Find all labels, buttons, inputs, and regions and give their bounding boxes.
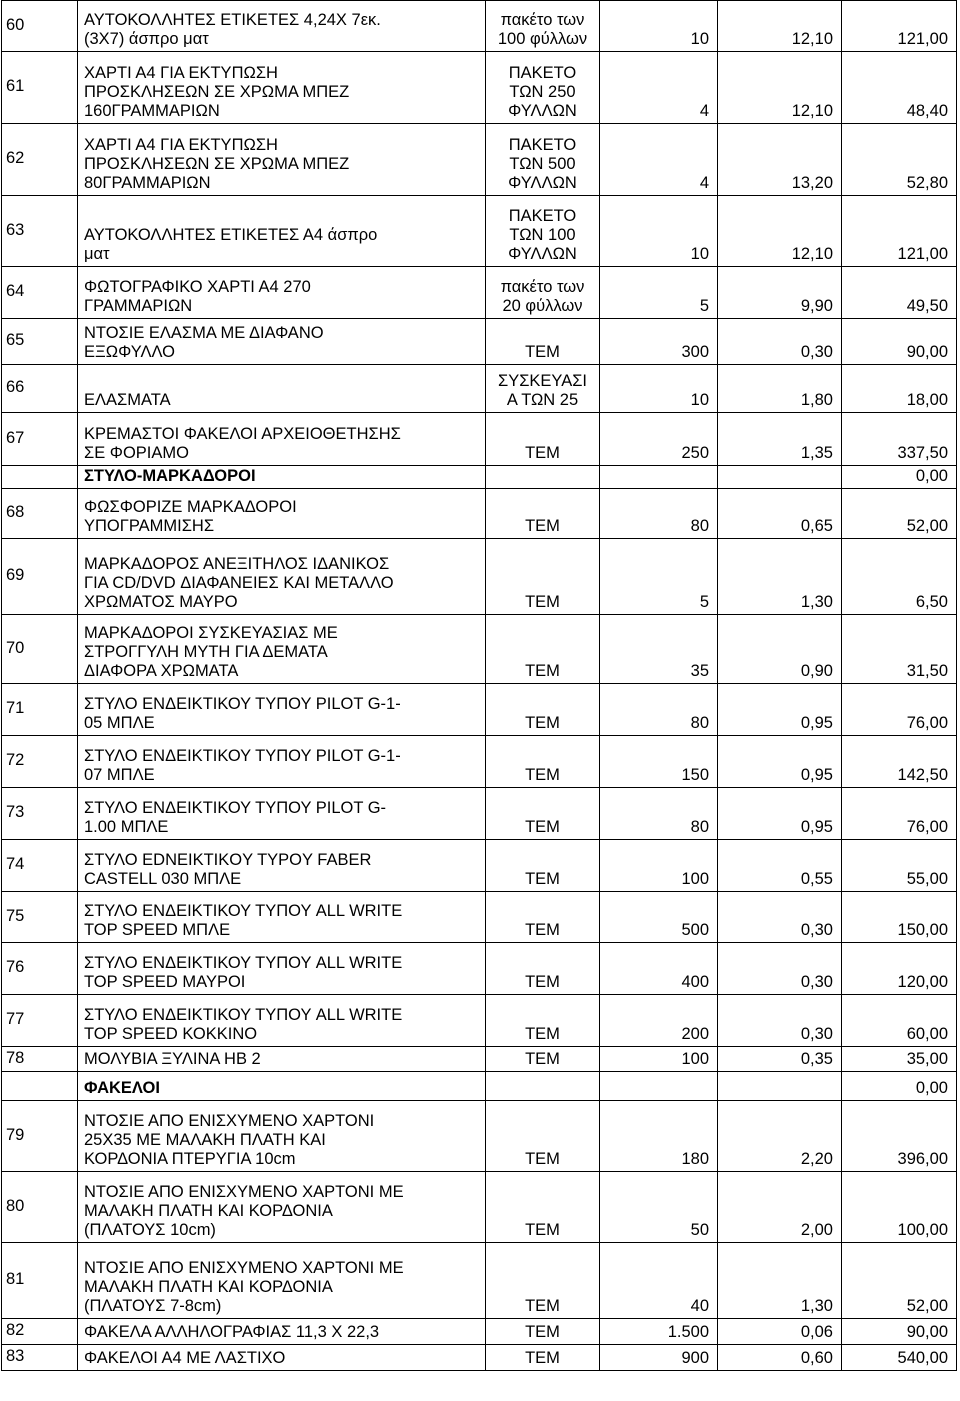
quantity-cell: 4 [600,124,718,196]
item-number-cell: 68 [2,489,78,539]
item-number-cell: 75 [2,892,78,943]
total-cell: 0,00 [842,1072,957,1101]
total-cell: 31,50 [842,615,957,684]
item-description-cell: ΦΑΚΕΛΟΙ Α4 ΜΕ ΛΑΣΤΙΧΟ [78,1345,486,1371]
unit-cell: ΤΕΜ [486,1047,600,1072]
quantity-cell: 200 [600,995,718,1047]
item-description-cell: ΣΤΥΛΟ ΕΝΔΕΙΚΤΙΚΟΥ ΤΥΠΟΥ ALL WRITE TOP SPEED ΜΠΛΕ [78,892,486,943]
section-header-row [2,1072,957,1101]
unit-cell: ΤΕΜ [486,1319,600,1345]
item-number-cell: 83 [2,1345,78,1371]
total-cell: 90,00 [842,319,957,365]
table-row [2,1172,957,1243]
item-description-cell: ΦΑΚΕΛΟΙ [78,1072,486,1101]
unit-price-cell: 0,55 [718,840,842,892]
item-description-cell: ΜΑΡΚΑΔΟΡΟΣ ΑΝΕΞΙΤΗΛΟΣ ΙΔΑΝΙΚΟΣ ΓΙΑ CD/DVD ΔΙΑΦΑΝΕΙΕΣ ΚΑΙ ΜΕΤΑΛΛΟ ΧΡΩΜΑΤΟΣ ΜΑΥΡΟ [78,539,486,615]
quantity-cell: 250 [600,413,718,466]
unit-cell: ΤΕΜ [486,892,600,943]
quantity-cell: 150 [600,736,718,788]
total-cell: 52,00 [842,489,957,539]
item-number-cell: 63 [2,196,78,267]
total-cell: 52,00 [842,1243,957,1319]
total-cell: 337,50 [842,413,957,466]
unit-cell [486,1072,600,1101]
item-description-cell: ΜΑΡΚΑΔΟΡΟΙ ΣΥΣΚΕΥΑΣΙΑΣ ΜΕ ΣΤΡΟΓΓΥΛΗ ΜΥΤΗ ΓΙΑ ΔΕΜΑΤΑ ΔΙΑΦΟΡΑ ΧΡΩΜΑΤΑ [78,615,486,684]
unit-price-cell: 0,30 [718,943,842,995]
unit-cell: ΤΕΜ [486,684,600,736]
unit-cell [486,466,600,489]
section-header-row [2,466,957,489]
item-number-cell: 80 [2,1172,78,1243]
unit-cell: ΤΕΜ [486,943,600,995]
table-row [2,365,957,413]
item-description-cell: ΚΡΕΜΑΣΤΟΙ ΦΑΚΕΛΟΙ ΑΡΧΕΙΟΘΕΤΗΣΗΣ ΣΕ ΦΟΡΙΑΜΟ [78,413,486,466]
table-row [2,788,957,840]
unit-cell: ΤΕΜ [486,995,600,1047]
table-row [2,1243,957,1319]
unit-price-cell: 0,60 [718,1345,842,1371]
item-number-cell: 71 [2,684,78,736]
item-description-cell: ΝΤΟΣΙΕ ΑΠΟ ΕΝΙΣΧΥΜΕΝΟ ΧΑΡΤΟΝΙ ΜΕ ΜΑΛΑΚΗ ΠΛΑΤΗ ΚΑΙ ΚΟΡΔΟΝΙΑ (ΠΛΑΤΟΥΣ 7-8cm) [78,1243,486,1319]
item-number-cell: 60 [2,1,78,52]
quantity-cell: 10 [600,196,718,267]
item-number-cell: 67 [2,413,78,466]
table-row [2,615,957,684]
item-description-cell: ΣΤΥΛΟ EDNEIKTIKOY TYPOY FABER CASTELL 030 ΜΠΛΕ [78,840,486,892]
item-description-cell: ΣΤΥΛΟ ΕΝΔΕΙΚΤΙΚΟΥ ΤΥΠΟΥ ALL WRITE TOP SPEED ΜΑΥΡΟΙ [78,943,486,995]
quantity-cell: 80 [600,788,718,840]
quantity-cell: 40 [600,1243,718,1319]
item-description-cell: ΣΤΥΛΟ-ΜΑΡΚΑΔΟΡΟΙ [78,466,486,489]
item-description-cell: ΑΥΤΟΚΟΛΛΗΤΕΣ ΕΤΙΚΕΤΕΣ 4,24Χ 7εκ. (3Χ7) άσπρο ματ [78,1,486,52]
price-table-body [2,1,957,1371]
quantity-cell: 100 [600,840,718,892]
item-number-cell [2,1072,78,1101]
unit-cell: ΠΑΚΕΤΟ ΤΩΝ 500 ΦΥΛΛΩΝ [486,124,600,196]
item-number-cell [2,466,78,489]
table-row [2,892,957,943]
unit-price-cell: 12,10 [718,1,842,52]
table-row [2,1101,957,1172]
total-cell: 55,00 [842,840,957,892]
unit-price-cell: 0,90 [718,615,842,684]
total-cell: 121,00 [842,196,957,267]
item-description-cell: ΑΥΤΟΚΟΛΛΗΤΕΣ ΕΤΙΚΕΤΕΣ Α4 άσπρο ματ [78,196,486,267]
unit-price-cell: 0,06 [718,1319,842,1345]
item-description-cell: ΣΤΥΛΟ ΕΝΔΕΙΚΤΙΚΟΥ ΤΥΠΟΥ PILOT G-1- 05 ΜΠΛΕ [78,684,486,736]
item-description-cell: ΣΤΥΛΟ ΕΝΔΕΙΚΤΙΚΟΥ ΤΥΠΟΥ PILOT G-1- 07 ΜΠΛΕ [78,736,486,788]
total-cell: 76,00 [842,788,957,840]
unit-price-cell: 0,30 [718,995,842,1047]
unit-price-cell: 0,95 [718,736,842,788]
item-number-cell: 76 [2,943,78,995]
quantity-cell: 180 [600,1101,718,1172]
unit-price-cell: 12,10 [718,196,842,267]
unit-cell: ΤΕΜ [486,840,600,892]
item-description-cell: ΜΟΛΥΒΙΑ ΞΥΛΙΝΑ ΗΒ 2 [78,1047,486,1072]
quantity-cell: 5 [600,267,718,319]
quantity-cell: 50 [600,1172,718,1243]
item-description-cell: ΦΩΣΦΟΡΙΖΕ ΜΑΡΚΑΔΟΡΟΙ ΥΠΟΓΡΑΜΜΙΣΗΣ [78,489,486,539]
item-number-cell: 72 [2,736,78,788]
unit-price-cell: 0,30 [718,892,842,943]
unit-price-cell: 13,20 [718,124,842,196]
unit-price-cell: 0,30 [718,319,842,365]
item-number-cell: 70 [2,615,78,684]
table-row [2,267,957,319]
quantity-cell: 100 [600,1047,718,1072]
unit-price-cell: 1,80 [718,365,842,413]
unit-cell: ΤΕΜ [486,788,600,840]
total-cell: 76,00 [842,684,957,736]
table-row [2,539,957,615]
quantity-cell: 500 [600,892,718,943]
unit-cell: ΠΑΚΕΤΟ ΤΩΝ 250 ΦΥΛΛΩΝ [486,52,600,124]
unit-price-cell: 12,10 [718,52,842,124]
unit-price-cell: 0,95 [718,684,842,736]
unit-cell: πακέτο των 100 φύλλων [486,1,600,52]
unit-cell: ΤΕΜ [486,1345,600,1371]
unit-price-cell [718,1072,842,1101]
table-row [2,1345,957,1371]
table-row [2,489,957,539]
quantity-cell: 300 [600,319,718,365]
total-cell: 60,00 [842,995,957,1047]
total-cell: 52,80 [842,124,957,196]
item-number-cell: 78 [2,1047,78,1072]
unit-price-cell: 2,00 [718,1172,842,1243]
total-cell: 6,50 [842,539,957,615]
unit-price-cell: 0,35 [718,1047,842,1072]
item-description-cell: ΝΤΟΣΙΕ ΑΠΟ ΕΝΙΣΧΥΜΕΝΟ ΧΑΡΤΟΝΙ 25Χ35 ΜΕ ΜΑΛΑΚΗ ΠΛΑΤΗ ΚΑΙ ΚΟΡΔΟΝΙΑ ΠΤΕΡΥΓΙΑ 10cm [78,1101,486,1172]
unit-cell: ΤΕΜ [486,1172,600,1243]
item-description-cell: ΕΛΑΣΜΑΤΑ [78,365,486,413]
item-description-cell: ΦΑΚΕΛΑ ΑΛΛΗΛΟΓΡΑΦΙΑΣ 11,3 Χ 22,3 [78,1319,486,1345]
total-cell: 90,00 [842,1319,957,1345]
quantity-cell [600,1072,718,1101]
item-description-cell: ΝΤΟΣΙΕ ΑΠΟ ΕΝΙΣΧΥΜΕΝΟ ΧΑΡΤΟΝΙ ΜΕ ΜΑΛΑΚΗ ΠΛΑΤΗ ΚΑΙ ΚΟΡΔΟΝΙΑ (ΠΛΑΤΟΥΣ 10cm) [78,1172,486,1243]
unit-cell: ΤΕΜ [486,736,600,788]
unit-price-cell: 1,35 [718,413,842,466]
total-cell: 35,00 [842,1047,957,1072]
quantity-cell: 4 [600,52,718,124]
table-row [2,943,957,995]
unit-price-cell: 9,90 [718,267,842,319]
item-number-cell: 79 [2,1101,78,1172]
item-number-cell: 62 [2,124,78,196]
table-row [2,840,957,892]
item-number-cell: 81 [2,1243,78,1319]
table-row [2,319,957,365]
item-number-cell: 77 [2,995,78,1047]
unit-cell: ΤΕΜ [486,489,600,539]
total-cell: 48,40 [842,52,957,124]
item-number-cell: 66 [2,365,78,413]
item-description-cell: ΧΑΡΤΙ Α4 ΓΙΑ ΕΚΤΥΠΩΣΗ ΠΡΟΣΚΛΗΣΕΩΝ ΣΕ ΧΡΩΜΑ ΜΠΕΖ 160ΓΡΑΜΜΑΡΙΩΝ [78,52,486,124]
unit-cell: ΤΕΜ [486,1101,600,1172]
table-row [2,736,957,788]
total-cell: 396,00 [842,1101,957,1172]
unit-cell: ΠΑΚΕΤΟ ΤΩΝ 100 ΦΥΛΛΩΝ [486,196,600,267]
quantity-cell: 80 [600,489,718,539]
unit-cell: ΣΥΣΚΕΥΑΣΙ Α ΤΩΝ 25 [486,365,600,413]
table-row [2,995,957,1047]
table-row [2,684,957,736]
item-number-cell: 61 [2,52,78,124]
unit-price-cell: 0,95 [718,788,842,840]
unit-price-cell: 2,20 [718,1101,842,1172]
table-row [2,1047,957,1072]
quantity-cell: 10 [600,365,718,413]
unit-cell: ΤΕΜ [486,1243,600,1319]
total-cell: 150,00 [842,892,957,943]
quantity-cell: 35 [600,615,718,684]
table-row [2,124,957,196]
unit-cell: ΤΕΜ [486,413,600,466]
total-cell: 142,50 [842,736,957,788]
total-cell: 0,00 [842,466,957,489]
total-cell: 121,00 [842,1,957,52]
quantity-cell: 1.500 [600,1319,718,1345]
item-number-cell: 73 [2,788,78,840]
unit-cell: ΤΕΜ [486,615,600,684]
quantity-cell [600,466,718,489]
total-cell: 49,50 [842,267,957,319]
unit-cell: ΤΕΜ [486,539,600,615]
total-cell: 120,00 [842,943,957,995]
item-description-cell: ΣΤΥΛΟ ΕΝΔΕΙΚΤΙΚΟΥ ΤΥΠΟΥ ALL WRITE TOP SPEED ΚΟΚΚΙΝΟ [78,995,486,1047]
quantity-cell: 80 [600,684,718,736]
table-row [2,52,957,124]
item-description-cell: ΝΤΟΣΙΕ ΕΛΑΣΜΑ ΜΕ ΔΙΑΦΑΝΟ ΕΞΩΦΥΛΛΟ [78,319,486,365]
item-number-cell: 69 [2,539,78,615]
total-cell: 18,00 [842,365,957,413]
unit-price-cell: 1,30 [718,539,842,615]
table-row [2,1319,957,1345]
quantity-cell: 10 [600,1,718,52]
item-number-cell: 82 [2,1319,78,1345]
item-description-cell: ΦΩΤΟΓΡΑΦΙΚΟ ΧΑΡΤΙ Α4 270 ΓΡΑΜΜΑΡΙΩΝ [78,267,486,319]
item-description-cell: ΣΤΥΛΟ ΕΝΔΕΙΚΤΙΚΟΥ ΤΥΠΟΥ PILOT G- 1.00 ΜΠΛΕ [78,788,486,840]
quantity-cell: 400 [600,943,718,995]
item-number-cell: 65 [2,319,78,365]
total-cell: 100,00 [842,1172,957,1243]
item-description-cell: ΧΑΡΤΙ Α4 ΓΙΑ ΕΚΤΥΠΩΣΗ ΠΡΟΣΚΛΗΣΕΩΝ ΣΕ ΧΡΩΜΑ ΜΠΕΖ 80ΓΡΑΜΜΑΡΙΩΝ [78,124,486,196]
price-table [1,0,957,1371]
table-row [2,1,957,52]
item-number-cell: 74 [2,840,78,892]
unit-cell: ΤΕΜ [486,319,600,365]
unit-price-cell: 0,65 [718,489,842,539]
item-number-cell: 64 [2,267,78,319]
quantity-cell: 5 [600,539,718,615]
table-row [2,413,957,466]
unit-price-cell [718,466,842,489]
unit-price-cell: 1,30 [718,1243,842,1319]
quantity-cell: 900 [600,1345,718,1371]
total-cell: 540,00 [842,1345,957,1371]
table-row [2,196,957,267]
unit-cell: πακέτο των 20 φύλλων [486,267,600,319]
